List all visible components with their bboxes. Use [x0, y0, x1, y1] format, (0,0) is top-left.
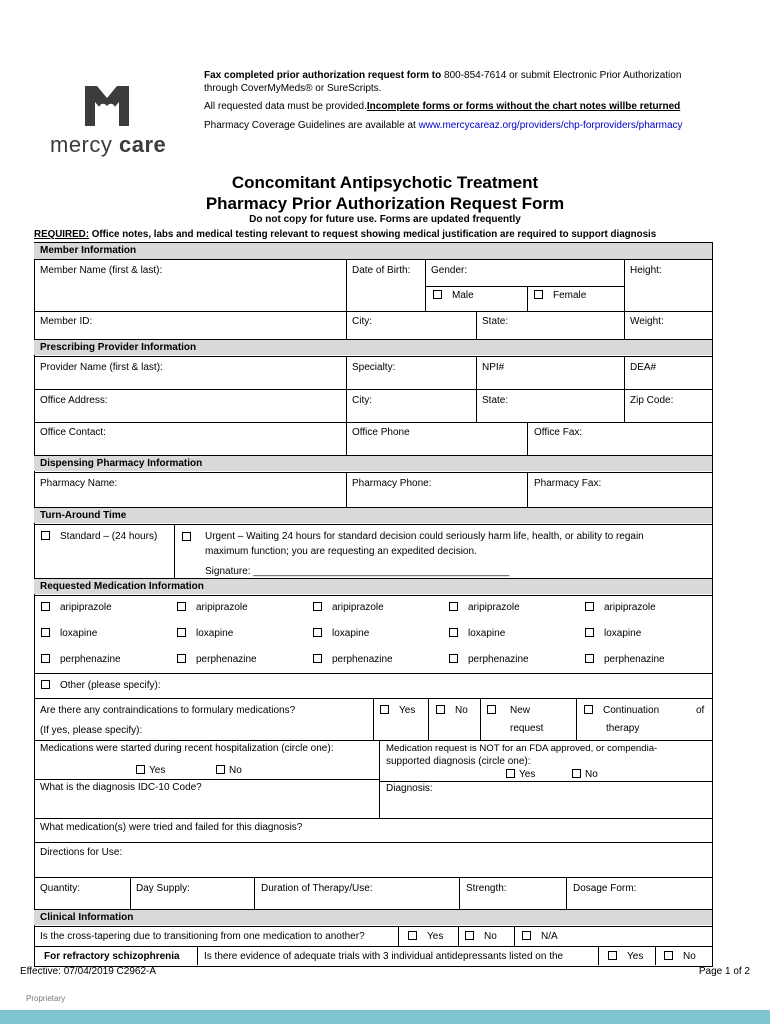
prescriber-state-label: State: [482, 395, 509, 406]
male-option[interactable]: Male [433, 290, 474, 302]
urgent-text-line2: maximum function; you are requesting an expedited decision. [205, 546, 477, 557]
medication-checkbox[interactable] [585, 628, 594, 637]
trials-yes-checkbox[interactable] [608, 951, 617, 960]
gender-label: Gender: [431, 265, 468, 276]
medication-checkbox[interactable] [41, 602, 50, 611]
medication-checkbox[interactable] [177, 602, 186, 611]
fda-no-checkbox[interactable] [572, 769, 581, 778]
form-subtitle: Do not copy for future use. Forms are updated frequently [249, 214, 521, 225]
pharmacy-phone-label: Pharmacy Phone: [352, 478, 432, 489]
diagnosis-label: Diagnosis: [386, 783, 433, 794]
standard-option[interactable]: Standard – (24 hours) [41, 531, 157, 543]
mercy-care-logo [50, 84, 165, 160]
prescriber-info-heading: Prescribing Provider Information [34, 339, 712, 355]
contra-yes-option[interactable]: Yes [380, 705, 415, 717]
fda-yes-option[interactable]: Yes [506, 769, 535, 781]
new-request-label: request [510, 723, 544, 734]
medication-option[interactable]: aripiprazole [585, 602, 656, 614]
hospitalization-question: Medications were started during recent hospitalization (circle one): [40, 743, 334, 754]
strength-label: Strength: [466, 883, 507, 894]
specialty-label: Specialty: [352, 362, 396, 373]
prescriber-city-label: City: [352, 395, 372, 406]
medication-info-heading: Requested Medication Information [34, 578, 712, 594]
medication-checkbox[interactable] [449, 628, 458, 637]
dob-label: Date of Birth: [352, 265, 411, 276]
contra-no-option[interactable]: No [436, 705, 468, 717]
quantity-label: Quantity: [40, 883, 81, 894]
taper-yes-checkbox[interactable] [408, 931, 417, 940]
required-docs-notice: REQUIRED: Office notes, labs and medical testing relevant to request showing medical justification are required to support diagnosis [34, 229, 657, 240]
height-label: Height: [630, 265, 662, 276]
continuation-therapy-label: therapy [606, 723, 640, 734]
dosage-form-label: Dosage Form: [573, 883, 637, 894]
medication-option[interactable]: aripiprazole [177, 602, 248, 614]
refractory-label: For refractory schizophrenia [44, 951, 180, 962]
directions-label: Directions for Use: [40, 847, 123, 858]
medication-checkbox[interactable] [313, 602, 322, 611]
fax-instruction-line1: Fax completed prior authorization request form to 800-854-7614 or submit Electronic Prior Authorization [204, 70, 682, 81]
taper-yes-option[interactable]: Yes [408, 931, 443, 943]
effective-date: Effective: 07/04/2019 C2962-A [20, 966, 157, 977]
cross-taper-question: Is the cross-tapering due to transitioning from one medication to another? [40, 931, 365, 942]
standard-checkbox[interactable] [41, 531, 50, 540]
trials-no-checkbox[interactable] [664, 951, 673, 960]
signature-line[interactable]: Signature: ______________________________________________ [205, 566, 510, 577]
trials-yes-option[interactable]: Yes [608, 951, 643, 963]
hosp-no-option[interactable]: No [216, 765, 242, 777]
medication-option[interactable]: aripiprazole [313, 602, 384, 614]
trials-question: Is there evidence of adequate trials with 3 individual antidepressants listed on the [204, 951, 564, 962]
hosp-yes-checkbox[interactable] [136, 765, 145, 774]
female-checkbox[interactable] [534, 290, 543, 299]
office-fax-label: Office Fax: [534, 427, 583, 438]
medication-checkbox[interactable] [177, 628, 186, 637]
hosp-yes-option[interactable]: Yes [136, 765, 165, 777]
medication-option[interactable]: perphenazine [313, 654, 393, 666]
fda-question-line2: supported diagnosis (circle one): [386, 756, 531, 767]
logo-wordmark: mercy care [50, 132, 167, 157]
fax-instruction-line2: through CoverMyMeds® or SureScripts. [204, 83, 382, 94]
other-checkbox[interactable] [41, 680, 50, 689]
medication-option[interactable]: loxapine [585, 628, 641, 640]
male-checkbox[interactable] [433, 290, 442, 299]
trials-no-option[interactable]: No [664, 951, 696, 963]
pharmacy-info-heading: Dispensing Pharmacy Information [34, 455, 712, 471]
medication-option[interactable]: loxapine [313, 628, 369, 640]
medication-checkbox[interactable] [449, 654, 458, 663]
medication-checkbox[interactable] [41, 654, 50, 663]
guidelines-notice: Pharmacy Coverage Guidelines are available at www.mercycareaz.org/providers/chp-forproviders/pharmacy [204, 120, 683, 131]
new-request-checkbox[interactable] [487, 705, 496, 714]
continuation-checkbox[interactable] [584, 705, 593, 714]
required-data-notice: All requested data must be provided.Incomplete forms or forms without the chart notes willbe returned [204, 101, 681, 112]
npi-label: NPI# [482, 362, 505, 373]
office-contact-label: Office Contact: [40, 427, 106, 438]
pharmacy-fax-label: Pharmacy Fax: [534, 478, 602, 489]
weight-label: Weight: [630, 316, 664, 327]
medication-checkbox[interactable] [585, 654, 594, 663]
member-city-label: City: [352, 316, 372, 327]
day-supply-label: Day Supply: [136, 883, 190, 894]
contra-yes-checkbox[interactable] [380, 705, 389, 714]
proprietary-label: Proprietary [26, 994, 66, 1003]
other-option[interactable]: Other (please specify): [41, 680, 161, 692]
medication-option[interactable]: perphenazine [177, 654, 257, 666]
office-phone-label: Office Phone [352, 427, 410, 438]
member-state-label: State: [482, 316, 509, 327]
heart-m-icon [83, 84, 131, 128]
contraindications-question: Are there any contraindications to formulary medications? [40, 705, 296, 716]
turnaround-heading: Turn-Around Time [34, 507, 712, 523]
medication-checkbox[interactable] [177, 654, 186, 663]
fda-question-line1: Medication request is NOT for an FDA approved, or compendia- [386, 743, 658, 754]
form-title-line2: Pharmacy Prior Authorization Request Form [205, 194, 565, 213]
taper-no-checkbox[interactable] [465, 931, 474, 940]
member-id-label: Member ID: [40, 316, 93, 327]
medication-option[interactable]: perphenazine [41, 654, 121, 666]
diagnosis-code-label: What is the diagnosis IDC-10 Code? [40, 782, 202, 793]
zip-label: Zip Code: [630, 395, 674, 406]
footer-bar [0, 1010, 770, 1024]
new-request-option[interactable]: New [487, 705, 530, 717]
continuation-option[interactable]: Continuation [584, 705, 659, 717]
contraindications-specify: (If yes, please specify): [40, 725, 143, 736]
continuation-of-label: of [696, 705, 705, 716]
form-title-line1: Concomitant Antipsychotic Treatment [231, 173, 539, 192]
urgent-text-line1: Urgent – Waiting 24 hours for standard decision could seriously harm life, health, or ability to regain [205, 531, 644, 542]
member-info-heading: Member Information [34, 243, 712, 259]
medication-option[interactable]: loxapine [177, 628, 233, 640]
medication-checkbox[interactable] [313, 628, 322, 637]
tried-failed-label: What medication(s) were tried and failed for this diagnosis? [40, 822, 303, 833]
pharmacy-name-label: Pharmacy Name: [40, 478, 118, 489]
medication-checkbox[interactable] [313, 654, 322, 663]
medication-checkbox[interactable] [41, 628, 50, 637]
medication-option[interactable]: perphenazine [449, 654, 529, 666]
medication-option[interactable]: perphenazine [585, 654, 665, 666]
duration-label: Duration of Therapy/Use: [261, 883, 373, 894]
taper-no-option[interactable]: No [465, 931, 497, 943]
page-number: Page 1 of 2 [698, 966, 750, 977]
medication-checkbox[interactable] [449, 602, 458, 611]
guidelines-link[interactable]: www.mercycareaz.org/providers/chp-forproviders/pharmacy [418, 120, 683, 131]
member-name-label: Member Name (first & last): [40, 265, 163, 276]
office-address-label: Office Address: [40, 395, 108, 406]
taper-na-option[interactable]: N/A [522, 931, 558, 943]
hosp-no-checkbox[interactable] [216, 765, 225, 774]
medication-checkbox[interactable] [585, 602, 594, 611]
fda-yes-checkbox[interactable] [506, 769, 515, 778]
medication-option[interactable]: aripiprazole [41, 602, 112, 614]
clinical-info-heading: Clinical Information [34, 909, 712, 925]
dea-label: DEA# [630, 362, 657, 373]
female-option[interactable]: Female [534, 290, 586, 302]
fda-no-option[interactable]: No [572, 769, 598, 781]
provider-name-label: Provider Name (first & last): [40, 362, 163, 373]
medication-option[interactable]: loxapine [41, 628, 97, 640]
contra-no-checkbox[interactable] [436, 705, 445, 714]
medication-option[interactable]: aripiprazole [449, 602, 520, 614]
medication-option[interactable]: loxapine [449, 628, 505, 640]
taper-na-checkbox[interactable] [522, 931, 531, 940]
urgent-checkbox[interactable] [182, 532, 191, 541]
